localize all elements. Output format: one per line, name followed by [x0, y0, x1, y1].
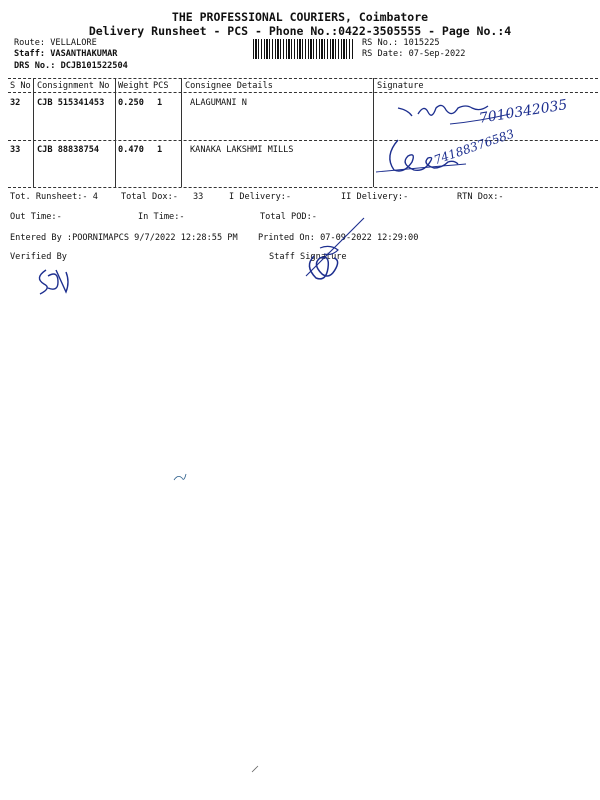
- staff-label: Staff: VASANTHAKUMAR: [14, 49, 118, 59]
- entered-by: Entered By :POORNIMAPCS 9/7/2022 12:28:55 PM: [10, 233, 238, 243]
- col-divider: [115, 78, 116, 187]
- rs-number: RS No.: 1015225: [362, 38, 440, 48]
- barcode: [253, 39, 353, 59]
- table-bottom-rule: [8, 187, 598, 188]
- row-pcs: 1: [157, 98, 163, 108]
- route-label: Route: VELLALORE: [14, 38, 97, 48]
- total-pod: Total POD:-: [260, 212, 317, 222]
- row-consignment: CJB 515341453: [37, 98, 105, 108]
- i-delivery: I Delivery:-: [229, 192, 292, 202]
- total-dox-label: Total Dox:-: [121, 192, 178, 202]
- row-consignee: ALAGUMANI N: [190, 98, 247, 108]
- verified-by: Verified By: [10, 252, 67, 262]
- row-sno: 33: [10, 145, 21, 155]
- stray-mark: [250, 764, 260, 774]
- in-time: In Time:-: [138, 212, 185, 222]
- header-bottom-rule: [8, 92, 598, 93]
- handwritten-phone-2: 74188376583: [432, 126, 516, 168]
- tot-runsheet: Tot. Runsheet:- 4: [10, 192, 98, 202]
- col-divider: [33, 78, 34, 187]
- handwritten-phone-1: 7010342035: [478, 97, 569, 127]
- col-header-signature: Signature: [377, 81, 424, 91]
- row-consignment: CJB 88838754: [37, 145, 100, 155]
- col-header-pcs: PCS: [153, 81, 169, 91]
- col-header-sno: S No: [10, 81, 31, 91]
- runsheet-title: Delivery Runsheet - PCS - Phone No.:0422-3505555 - Page No.:4: [88, 24, 512, 38]
- row-weight: 0.470: [118, 145, 144, 155]
- row-consignee: KANAKA LAKSHMI MILLS: [190, 145, 294, 155]
- rs-date: RS Date: 07-Sep-2022: [362, 49, 466, 59]
- row-sno: 32: [10, 98, 21, 108]
- col-divider: [181, 78, 182, 187]
- row-weight: 0.250: [118, 98, 144, 108]
- stray-mark: [172, 470, 188, 484]
- printed-on: Printed On: 07-09-2022 12:29:00: [258, 233, 419, 243]
- col-header-consignment: Consignment No: [37, 81, 110, 91]
- verified-signature: [32, 266, 72, 294]
- out-time: Out Time:-: [10, 212, 62, 222]
- company-title: THE PROFESSIONAL COURIERS, Coimbatore: [171, 10, 429, 24]
- rtn-dox: RTN Dox:-: [457, 192, 504, 202]
- row-pcs: 1: [157, 145, 163, 155]
- total-dox-value: 33: [193, 192, 204, 202]
- col-header-consignee: Consignee Details: [185, 81, 273, 91]
- table-top-rule: [8, 78, 598, 79]
- ii-delivery: II Delivery:-: [341, 192, 409, 202]
- drs-number: DRS No.: DCJB101522504: [14, 61, 128, 71]
- staff-signature-label: Staff Signature: [269, 252, 347, 262]
- col-header-weight: Weight: [118, 81, 150, 91]
- staff-signature: [300, 216, 380, 288]
